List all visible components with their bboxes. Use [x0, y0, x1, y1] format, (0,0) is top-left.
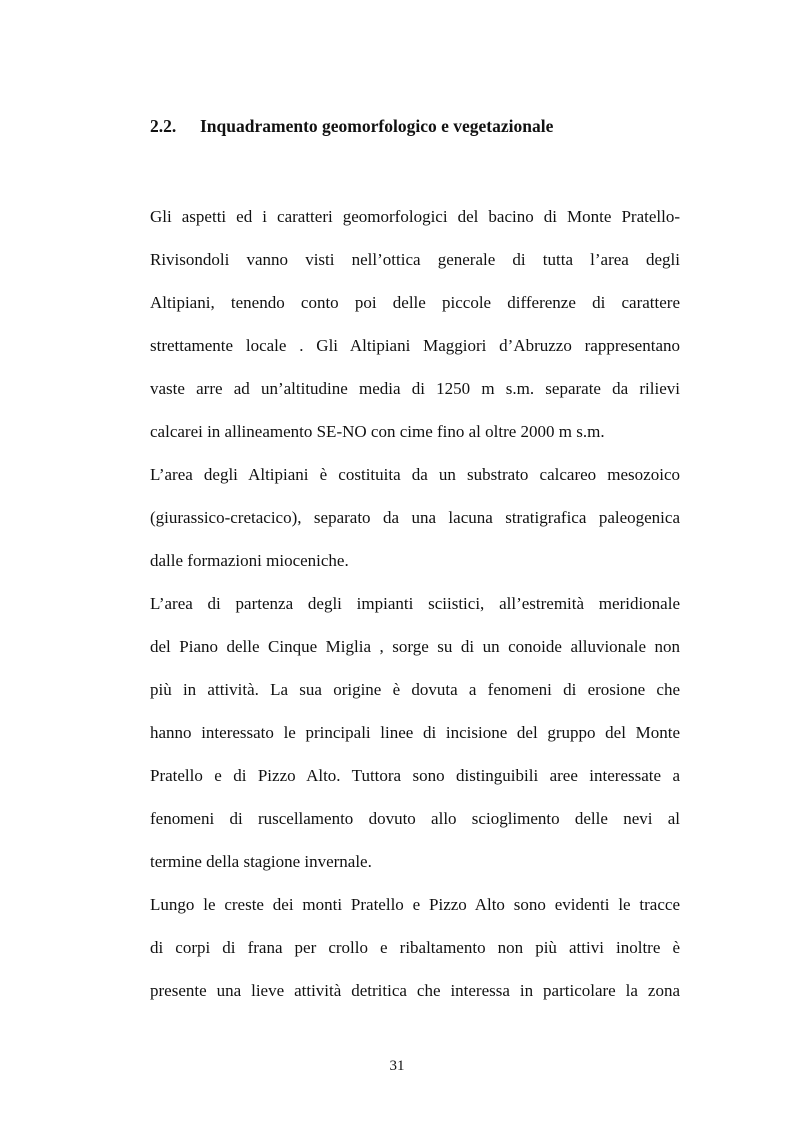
text-line: L’area degli Altipiani è costituita da un substrato calcareo mesozoico [150, 465, 680, 484]
text-line: termine della stagione invernale. [150, 852, 372, 871]
text-line: del Piano delle Cinque Miglia , sorge su di un conoide alluvionale non [150, 637, 680, 656]
section-number: 2.2. [150, 116, 177, 136]
text-line: calcarei in allineamento SE-NO con cime fino al oltre 2000 m s.m. [150, 422, 605, 441]
text-line: più in attività. La sua origine è dovuta a fenomeni di erosione che [150, 680, 680, 699]
text-line: presente una lieve attività detritica che interessa in particolare la zona [150, 981, 680, 1000]
text-line: fenomeni di ruscellamento dovuto allo scioglimento delle nevi al [150, 809, 680, 828]
text-line: Altipiani, tenendo conto poi delle piccole differenze di carattere [150, 293, 680, 312]
text-line: Lungo le creste dei monti Pratello e Pizzo Alto sono evidenti le tracce [150, 895, 680, 914]
section-title: Inquadramento geomorfologico e vegetazionale [200, 116, 554, 136]
text-line: hanno interessato le principali linee di incisione del gruppo del Monte [150, 723, 680, 742]
text-line: (giurassico-cretacico), separato da una lacuna stratigrafica paleogenica [150, 508, 680, 527]
text-line: dalle formazioni mioceniche. [150, 551, 349, 570]
text-line: vaste arre ad un’altitudine media di 1250 m s.m. separate da rilievi [150, 379, 680, 398]
page-number: 31 [389, 1058, 405, 1074]
text-line: strettamente locale . Gli Altipiani Maggiori d’Abruzzo rappresentano [150, 336, 680, 355]
section-heading [150, 114, 690, 138]
text-line: Gli aspetti ed i caratteri geomorfologici del bacino di Monte Pratello- [150, 207, 680, 226]
text-line: Pratello e di Pizzo Alto. Tuttora sono distinguibili aree interessate a [150, 766, 680, 785]
text-line: L’area di partenza degli impianti sciistici, all’estremità meridionale [150, 594, 680, 613]
text-line: di corpi di frana per crollo e ribaltamento non più attivi inoltre è [150, 938, 680, 957]
text-line: Rivisondoli vanno visti nell’ottica generale di tutta l’area degli [150, 250, 680, 269]
